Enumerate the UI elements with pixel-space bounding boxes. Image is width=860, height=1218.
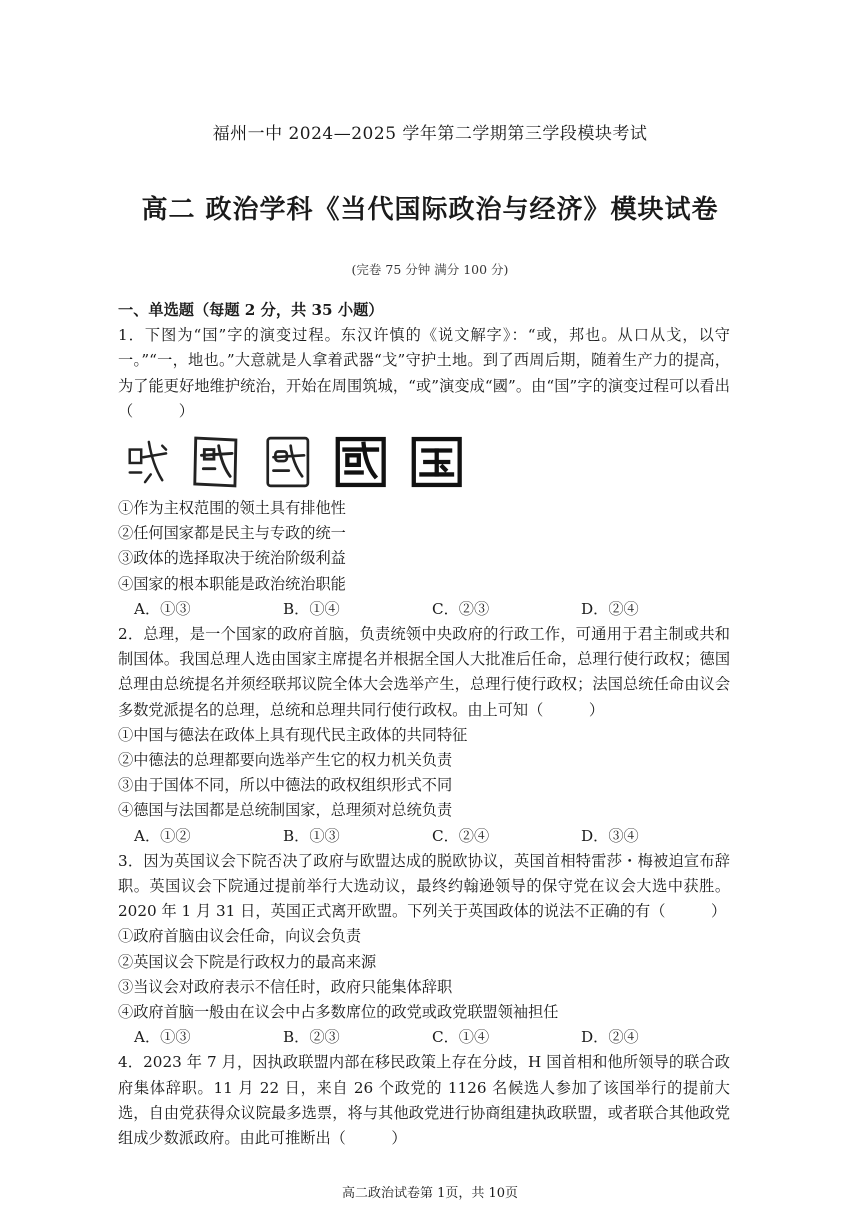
q1-option-a[interactable]: A．①③: [134, 599, 191, 618]
q1-statement-3: ③政体的选择取决于统治阶级利益: [118, 549, 346, 568]
q3-options: [118, 1025, 730, 1050]
q2-option-a[interactable]: A．①②: [134, 826, 191, 845]
exam-title: 高二 政治学科《当代国际政治与经济》模块试卷: [141, 195, 719, 225]
q1-statement-4: ④国家的根本职能是政治统治职能: [118, 574, 346, 593]
q2-statement-2: ②中德法的总理都要向选举产生它的权力机关负责: [118, 751, 453, 770]
question-1-stem: 1．下图为“国”字的演变过程。东汉许慎的《说文解字》：“或，邦也。从口从戈，以守一。”“一，地也。”大意就是人拿着武器“戈”守护土地。到了西周后期，随着生产力的提高，为了能更好地维护统治，开始在周围筑城，“或”演变成“國”。由“国”字的演变过程可以看出（ ）: [118, 326, 730, 420]
q1-option-b[interactable]: B．①④: [283, 599, 340, 618]
q3-statement-1: ①政府首脑由议会任命，向议会负责: [118, 927, 361, 946]
question-2-stem: 2．总理，是一个国家的政府首脑，负责统领中央政府的行政工作，可通用于君主制或共和制国体。我国总理人选由国家主席提名并根据全国人大批准后任命，总理行使行政权；德国总理由总统提名并须经联邦议院全体大会选举产生，总理行使行政权；法国总统任命由议会多数党派提名的总理，总统和总理共同行使行政权。由上可知（ ）: [118, 625, 730, 719]
question-3: [118, 849, 730, 1051]
question-2: [118, 622, 730, 849]
question-4: [118, 1050, 730, 1151]
q3-option-c[interactable]: C．①④: [432, 1028, 490, 1047]
q2-statement-4: ④德国与法国都是总统制国家，总理须对总统负责: [118, 801, 453, 820]
q2-options: [118, 824, 730, 849]
q2-option-d[interactable]: D．③④: [581, 826, 639, 845]
question-4-stem: 4．2023 年 7 月，因执政联盟内部在移民政策上存在分歧，H 国首相和他所领导的联合政府集体辞职。11 月 22 日，来自 26 个政党的 1126 名候选人参加了该国举行的提前大选，自由党获得众议院最多选票，将与其他政党进行协商组建执政联盟，或者联合其他政党组成少数派政府。由此可推断出（ ）: [118, 1053, 730, 1148]
glyph-guo-seal: [262, 433, 314, 491]
q1-option-d[interactable]: D．②④: [581, 599, 639, 618]
glyph-huo-ancient: [124, 435, 170, 489]
q3-statement-3: ③当议会对政府表示不信任时，政府只能集体辞职: [118, 977, 453, 996]
q2-statement-1: ①中国与德法在政体上具有现代民主政体的共同特征: [118, 725, 468, 744]
section-title: 一、单选题（每题 2 分，共 35 小题）: [118, 301, 384, 319]
guo-evolution-image: [124, 430, 464, 494]
exam-header: 福州一中 2024—2025 学年第二学期第三学段模块考试: [212, 124, 648, 144]
exam-subtitle: (完卷 75 分钟 满分 100 分): [351, 262, 509, 277]
glyph-guo-simplified: [409, 433, 464, 491]
q3-option-a[interactable]: A．①③: [134, 1028, 191, 1047]
q2-option-b[interactable]: B．①③: [283, 826, 340, 845]
page-footer: 高二政治试卷第 1页，共 10页: [341, 1186, 519, 1201]
q2-option-c[interactable]: C．②④: [432, 826, 490, 845]
question-1: [118, 323, 730, 622]
glyph-guo-bronze: [190, 433, 242, 491]
q1-statement-2: ②任何国家都是民主与专政的统一: [118, 524, 346, 543]
q2-statement-3: ③由于国体不同，所以中德法的政权组织形式不同: [118, 776, 453, 795]
q3-statement-2: ②英国议会下院是行政权力的最高来源: [118, 952, 377, 971]
q1-statement-1: ①作为主权范围的领土具有排他性: [118, 499, 346, 518]
q3-option-b[interactable]: B．②③: [283, 1028, 340, 1047]
q1-option-c[interactable]: C．②③: [432, 599, 490, 618]
exam-content: [118, 298, 730, 1151]
q3-option-d[interactable]: D．②④: [581, 1028, 639, 1047]
q3-statement-4: ④政府首脑一般由在议会中占多数席位的政党或政党联盟领袖担任: [118, 1003, 559, 1022]
glyph-guo-traditional: [333, 433, 388, 491]
question-3-stem: 3．因为英国议会下院否决了政府与欧盟达成的脱欧协议，英国首相特雷莎・梅被迫宣布辞职。英国议会下院通过提前举行大选动议，最终约翰逊领导的保守党在议会大选中获胜。2020 年 1 月 31 日，英国正式离开欧盟。下列关于英国政体的说法不正确的有（ ）: [118, 851, 730, 921]
q1-options: [118, 597, 730, 622]
